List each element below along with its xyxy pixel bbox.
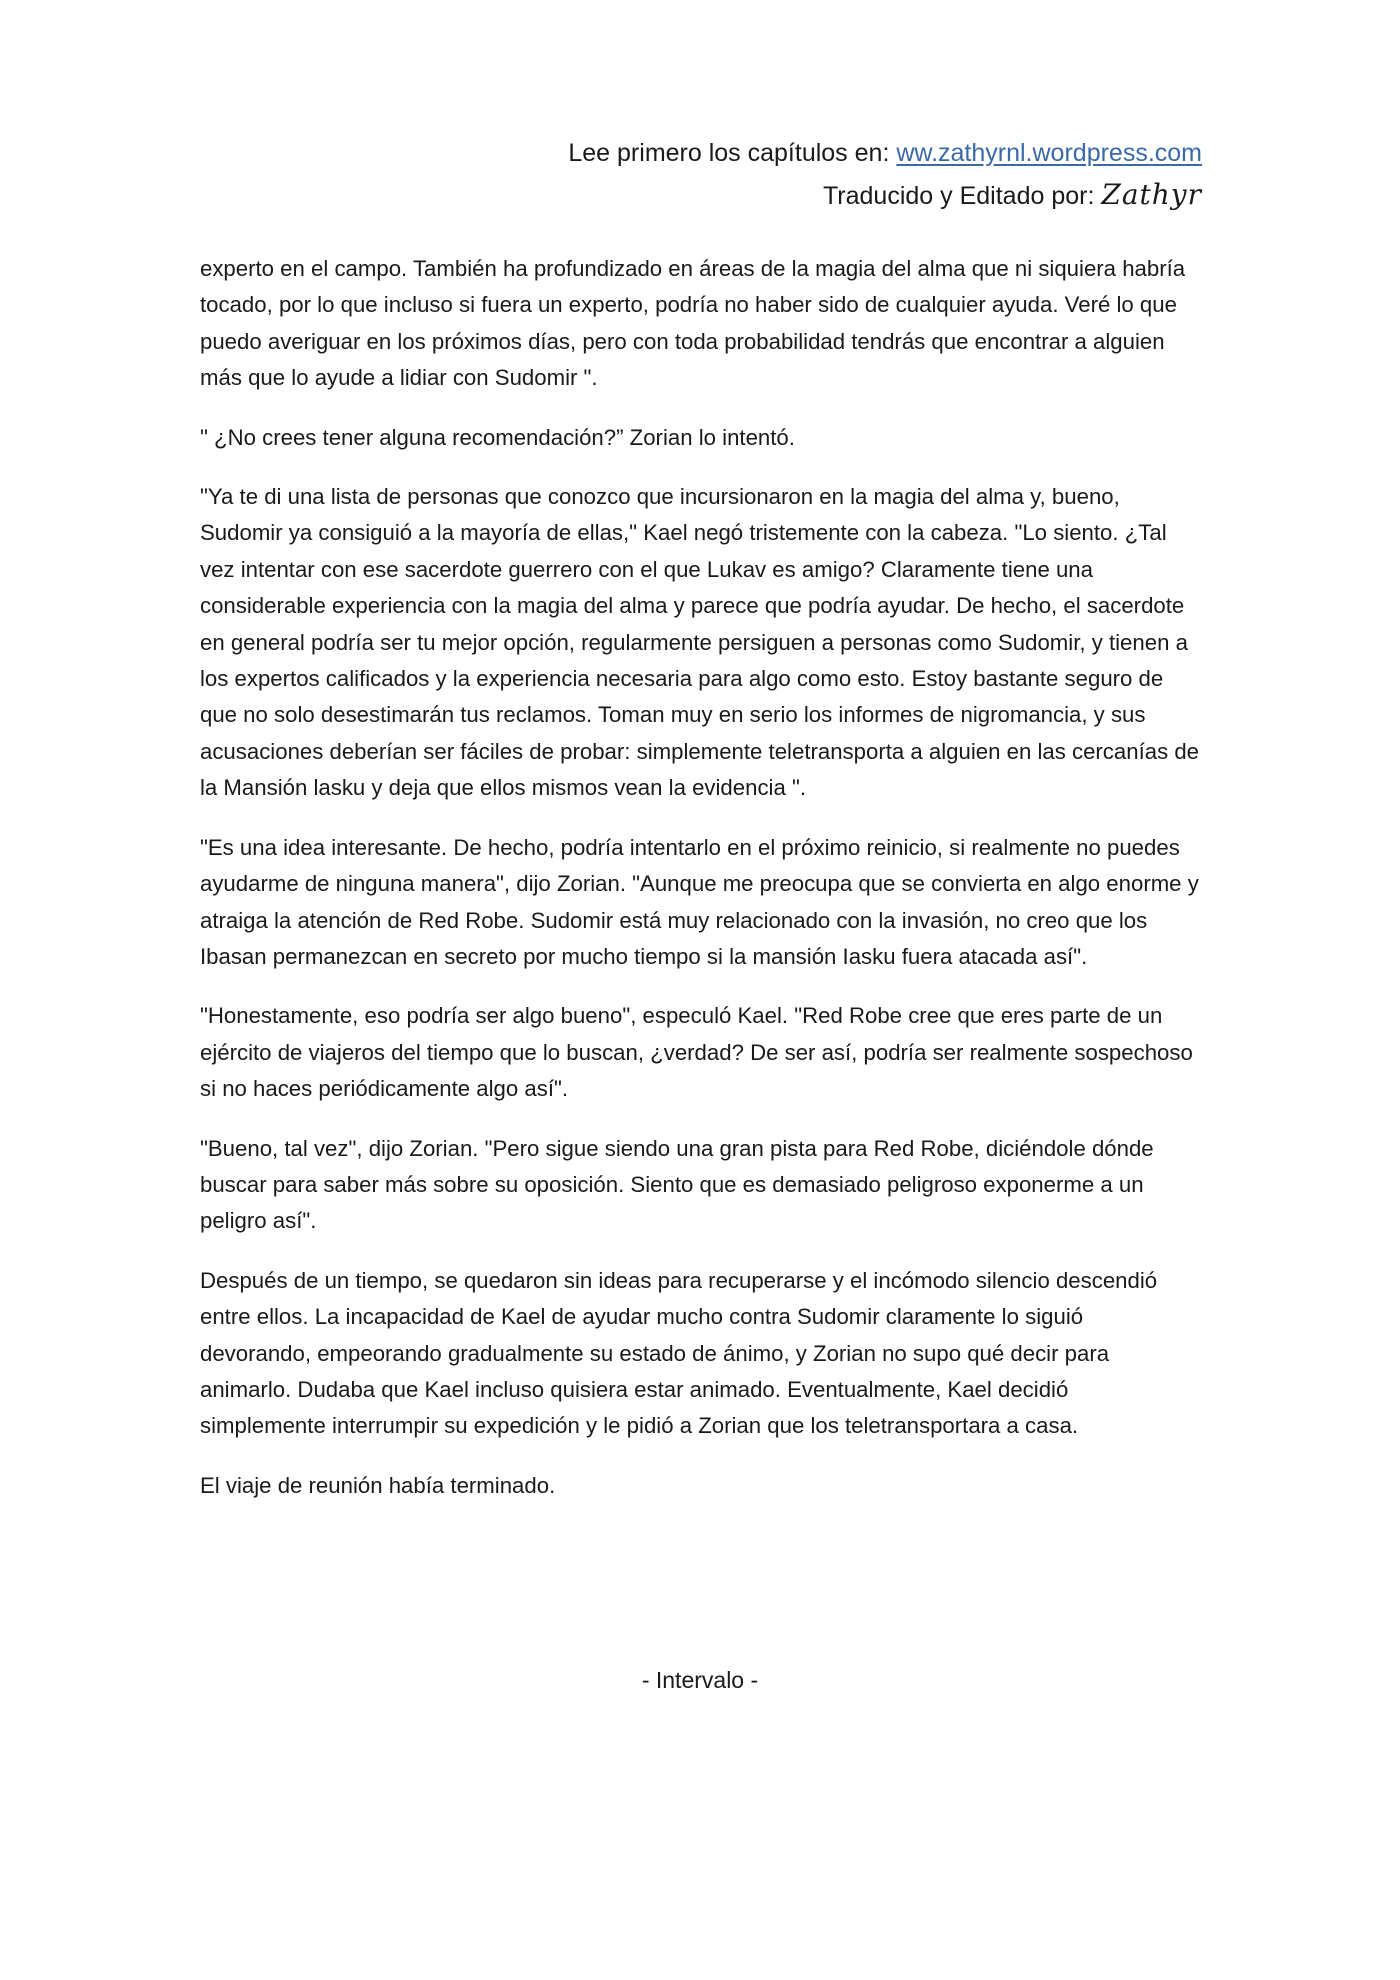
translator-name: Zathyr: [1101, 178, 1202, 211]
chapter-body: [200, 251, 1200, 1527]
read-first-label: Lee primero los capítulos en:: [568, 139, 890, 167]
paragraph: Después de un tiempo, se quedaron sin ideas para recuperarse y el incómodo silencio descendió entre ellos. La incapacidad de Kael de ayudar mucho contra Sudomir claramente lo siguió devorando, empeorando gradualmente su estado de ánimo, y Zorian no supo qué decir para animarlo. Dudaba que Kael incluso quisiera estar animado. Eventualmente, Kael decidió simplemente interrumpir su expedición y le pidió a Zorian que los teletransportara a casa.: [200, 1267, 1158, 1439]
site-link[interactable]: ww.zathyrnl.wordpress.com: [896, 139, 1202, 167]
header-read-first-line: [568, 132, 1202, 174]
header-translator-line: [568, 174, 1202, 217]
paragraph: "Es una idea interesante. De hecho, podría intentarlo en el próximo reinicio, si realmente no puedes ayudarme de ninguna manera", dijo Zorian. "Aunque me preocupa que se convierta en algo enorme y atraiga la atención de Red Robe. Sudomir está muy relacionado con la invasión, no creo que los Ibasan permanezcan en secreto por mucho tiempo si la mansión Iasku fuera atacada así".: [200, 834, 1199, 969]
paragraph: experto en el campo. También ha profundizado en áreas de la magia del alma que ni siquiera habría tocado, por lo que incluso si fuera un experto, podría no haber sido de cualquier ayuda. Veré lo que puedo averiguar en los próximos días, pero con toda probabilidad tendrás que encontrar a alguien más que lo ayude a lidiar con Sudomir ".: [200, 256, 1186, 391]
paragraph: "Honestamente, eso podría ser algo bueno", especuló Kael. "Red Robe cree que eres parte de un ejército de viajeros del tiempo que lo buscan, ¿verdad? De ser así, podría ser realmente sospechoso si no haces periódicamente algo así".: [200, 1003, 1193, 1102]
paragraph: " ¿No crees tener alguna recomendación?” Zorian lo intentó.: [200, 424, 795, 450]
section-break: - Intervalo -: [641, 1667, 759, 1693]
page-header: [568, 132, 1202, 217]
translated-by-label: Traducido y Editado por:: [822, 182, 1095, 210]
paragraph: "Ya te di una lista de personas que conozco que incursionaron en la magia del alma y, bueno, Sudomir ya consiguió a la mayoría de ellas," Kael negó tristemente con la cabeza. "Lo siento. ¿Tal vez intentar con ese sacerdote guerrero con el que Lukav es amigo? Claramente tiene una considerable experiencia con la magia del alma y parece que podría ayudar. De hecho, el sacerdote en general podría ser tu mejor opción, regularmente persiguen a personas como Sudomir, y tienen a los expertos calificados y la experiencia necesaria para algo como esto. Estoy bastante seguro de que no solo desestimarán tus reclamos. Toman muy en serio los informes de nigromancia, y sus acusaciones deberían ser fáciles de probar: simplemente teletransporta a alguien en las cercanías de la Mansión lasku y deja que ellos mismos vean la evidencia ".: [200, 484, 1200, 801]
paragraph: El viaje de reunión había terminado.: [200, 1472, 556, 1498]
paragraph: "Bueno, tal vez", dijo Zorian. "Pero sigue siendo una gran pista para Red Robe, diciéndole dónde buscar para saber más sobre su oposición. Siento que es demasiado peligroso exponerme a un peligro así".: [200, 1135, 1154, 1234]
